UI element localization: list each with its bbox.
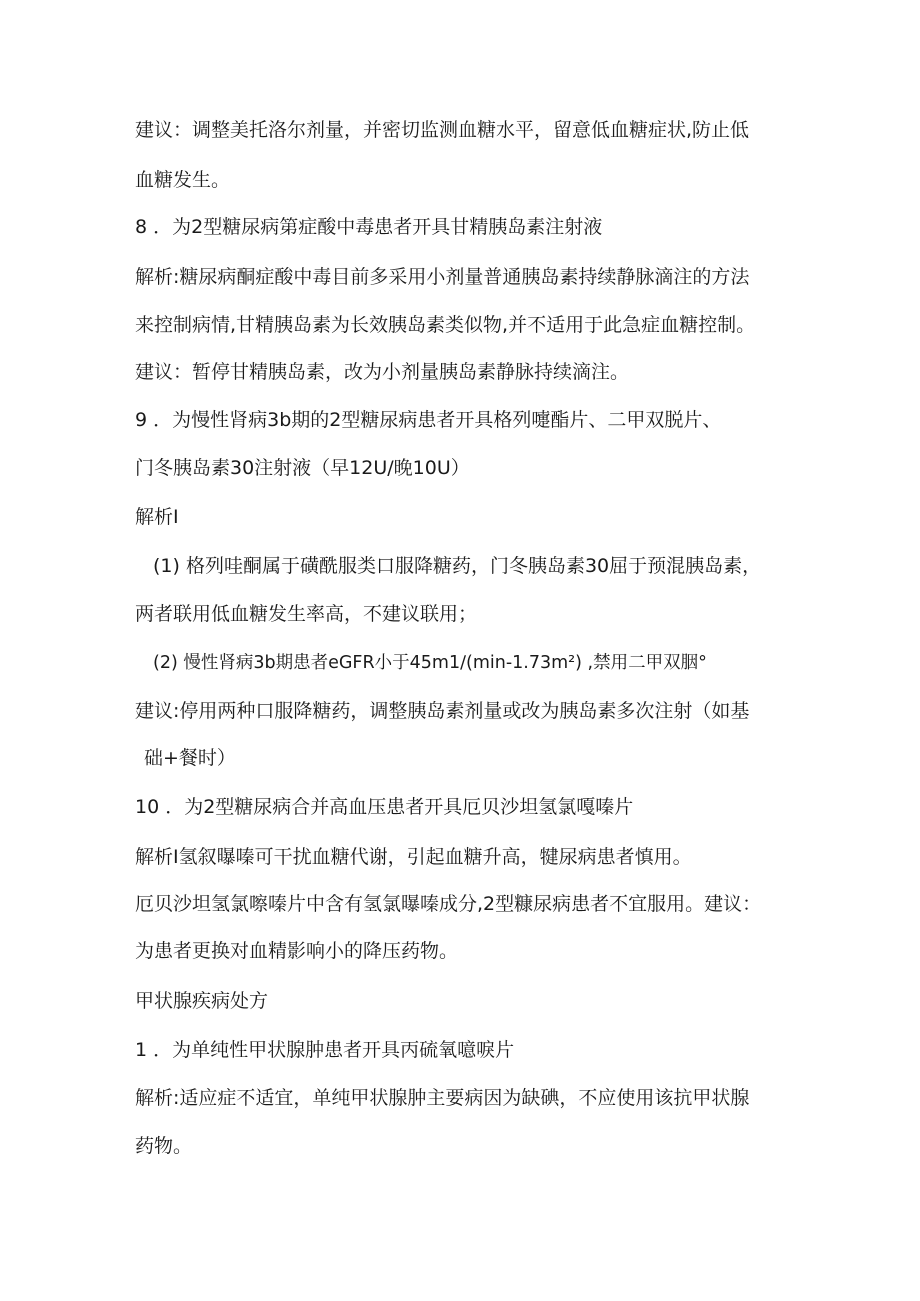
- text-line: 来控制病情,甘精胰岛素为长效胰岛素类似物,并不适用于此急症血糖控制。: [135, 314, 756, 336]
- text-line: 解析:糖尿病酮症酸中毒目前多采用小剂量普通胰岛素持续静脉滴注的方法: [135, 266, 750, 288]
- text-line: 厄贝沙坦氢氯嚓嗪片中含有氢氯曝嗪成分,2型糠尿病患者不宜服用。建议：: [135, 893, 762, 915]
- text-line: 解析:适应症不适宜，单纯甲状腺肿主要病因为缺碘，不应使用该抗甲状腺: [135, 1087, 750, 1109]
- list-item: (2) 慢性肾病3b期患者eGFR小于45m1∕(min-1.73m²) ,禁用二甲双胭°: [153, 653, 707, 673]
- text-line: 解析I: [135, 506, 179, 528]
- section-heading: 10 ．为2型糖尿病合并高血压患者开具厄贝沙坦氢氯嘎嗪片: [135, 796, 634, 818]
- text-line: 为患者更换对血精影响小的降压药物。: [135, 940, 459, 962]
- text-line: 解析I氢叙曝嗪可干扰血糖代谢，引起血糖升高，犍尿病患者慎用。: [135, 846, 692, 868]
- list-item: (1) 格列哇酮属于磺酰服类口服降糖药，门冬胰岛素30屈于预混胰岛素，: [153, 555, 762, 577]
- section-heading: 门冬胰岛素30注射液（早12U/晚10U）: [135, 457, 470, 479]
- text-line: 血糖发生。: [135, 169, 231, 191]
- section-heading: 1 ．为单纯性甲状腺肿患者开具丙硫氧噫唳片: [135, 1039, 515, 1061]
- text-line: 础+餐时）: [144, 747, 236, 769]
- text-line: 两者联用低血糖发生率高，不建议联用；: [135, 603, 478, 625]
- section-heading: 8 ．为2型糖尿病第症酸中毒患者开具甘精胰岛素注射液: [135, 216, 603, 238]
- section-title: 甲状腺疾病处方: [135, 990, 269, 1012]
- text-line: 药物。: [135, 1135, 193, 1157]
- text-line: 建议：暂停甘精胰岛素，改为小剂量胰岛素静脉持续滴注。: [135, 361, 630, 383]
- text-line: 建议:停用两种口服降糖药，调整胰岛素剂量或改为胰岛素多次注射（如基: [135, 700, 750, 722]
- section-heading: 9 ．为慢性肾病3b期的2型糖尿病患者开具格列嚏酯片、二甲双脱片、: [135, 409, 722, 431]
- text-line: 建议：调整美托洛尔剂量，并密切监测血糖水平，留意低血糖症状,防止低: [135, 119, 750, 141]
